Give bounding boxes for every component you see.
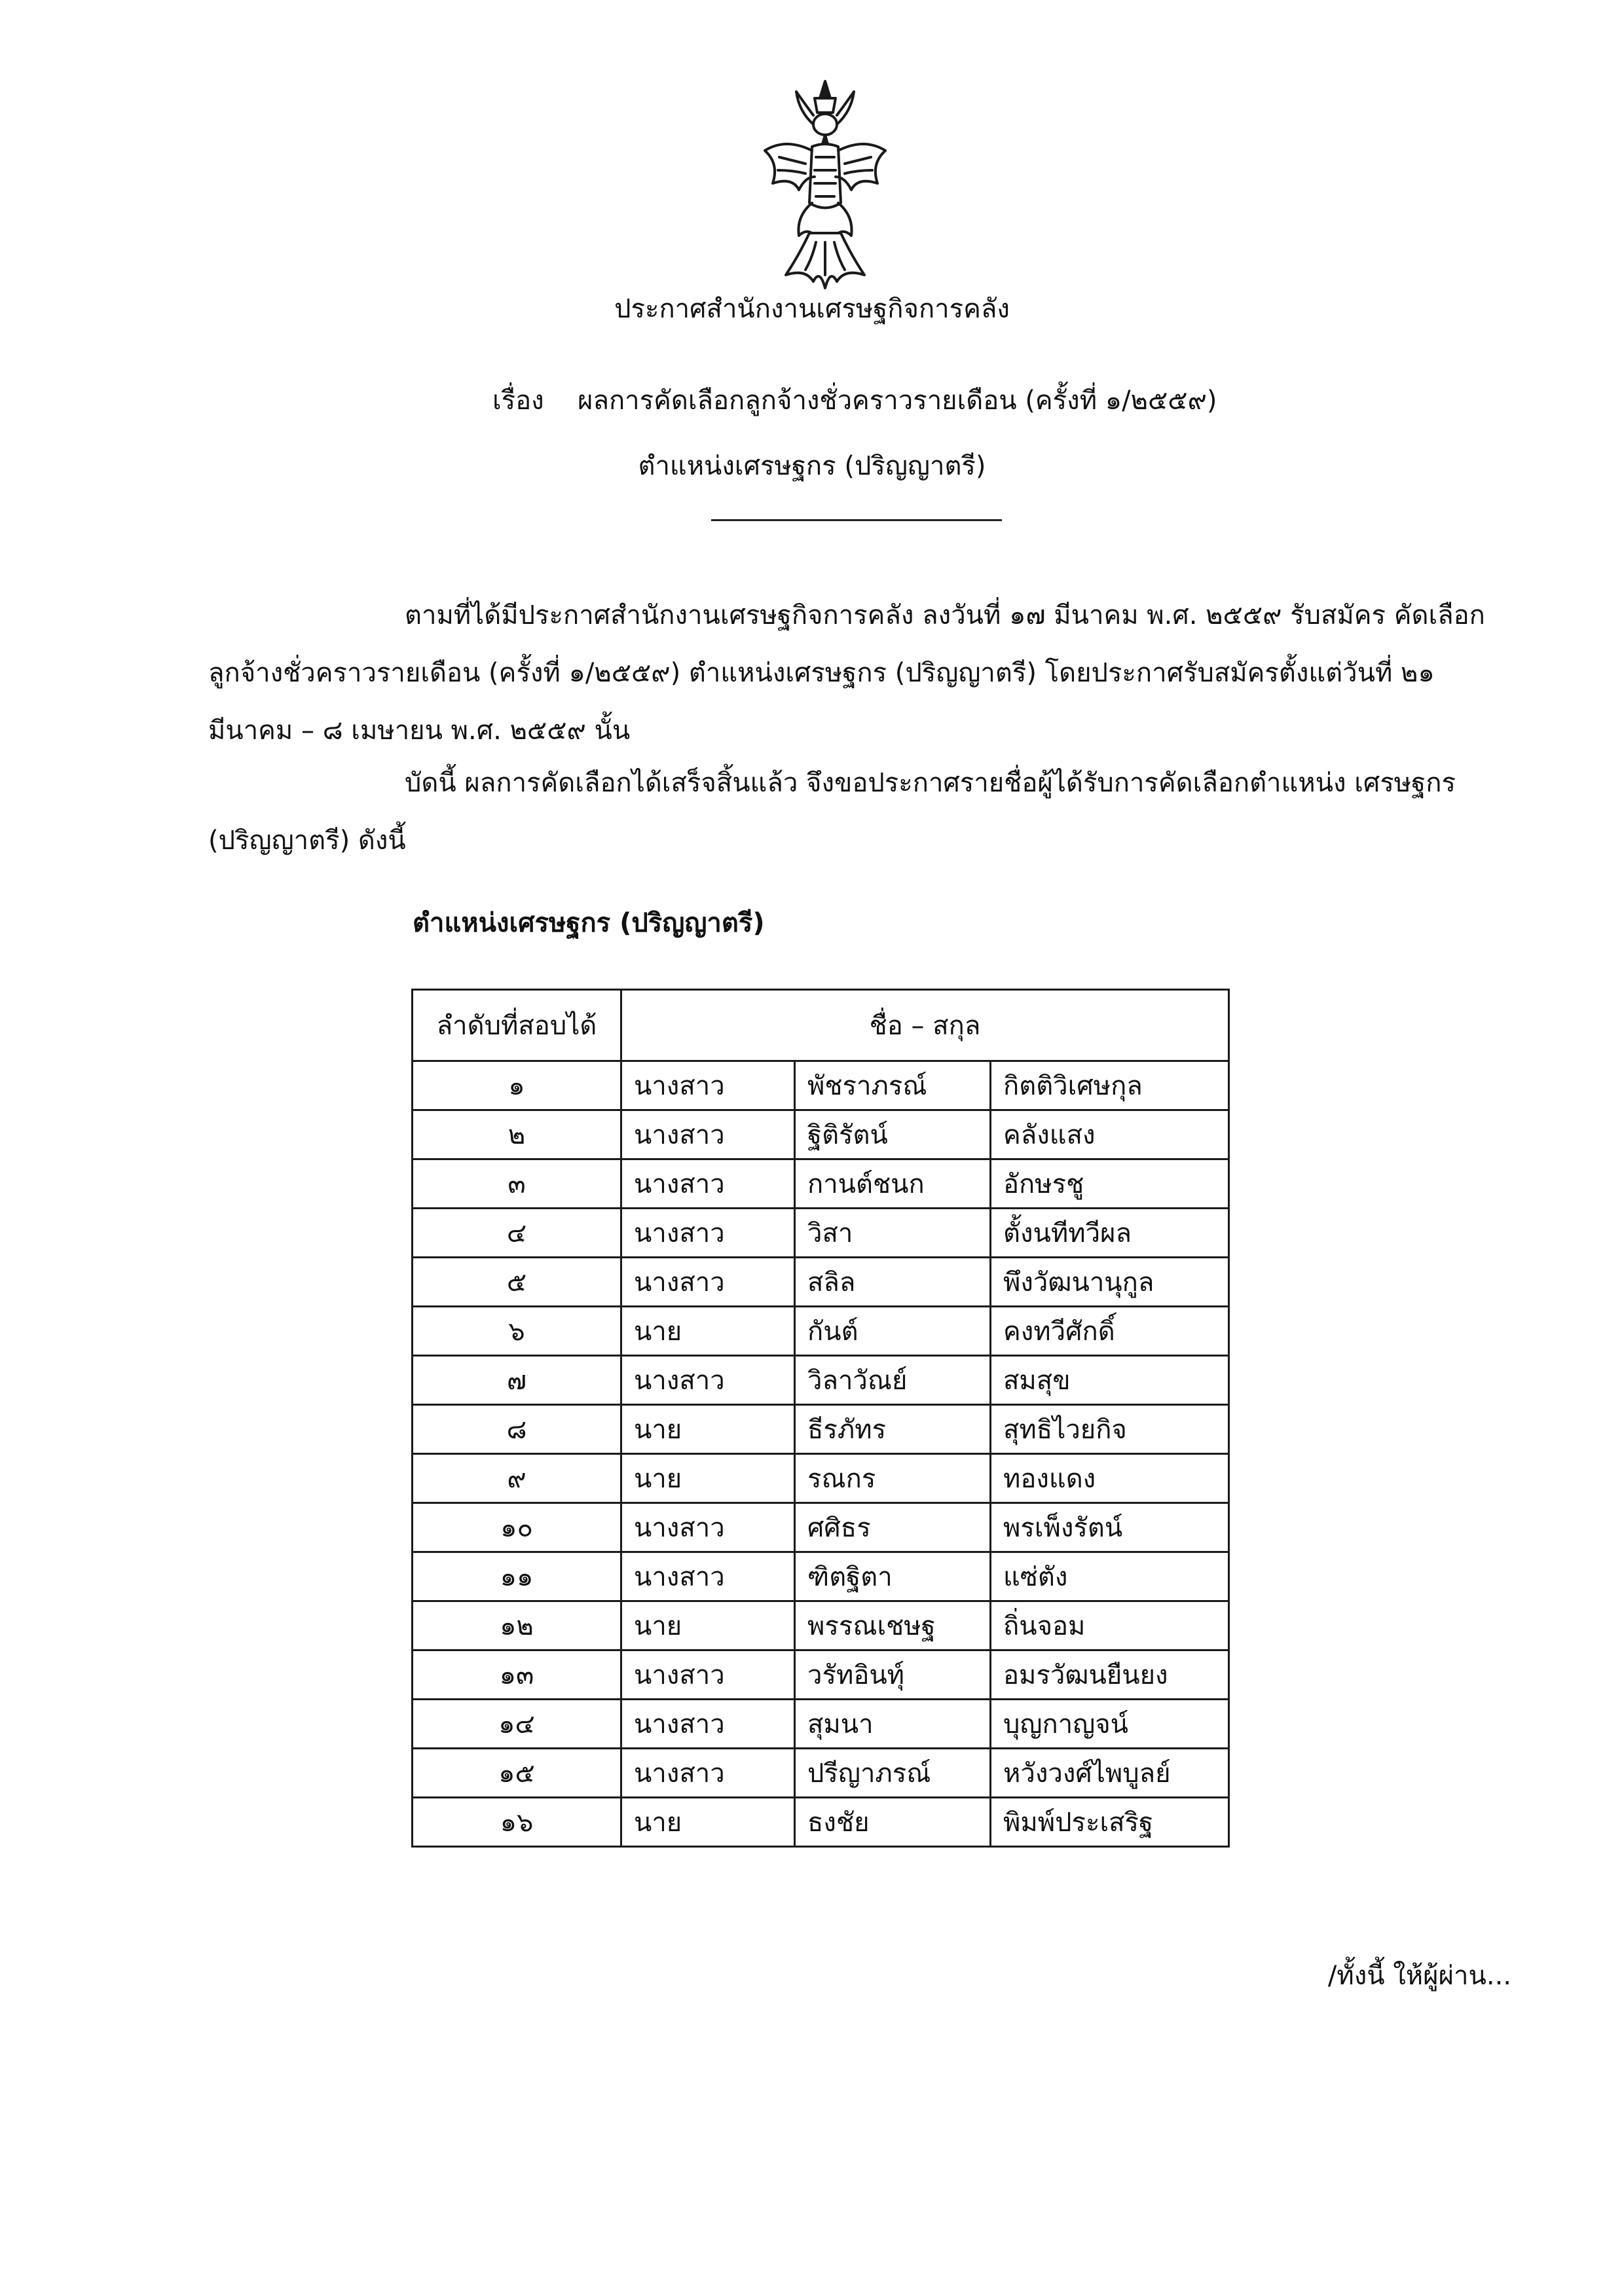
last-name-cell: หวังวงศ์ไพบูลย์ [991,1749,1229,1798]
title-cell: นางสาว [621,1749,795,1798]
rank-cell: ๗ [413,1356,621,1405]
position-title: ตำแหน่งเศรษฐกร (ปริญญาตรี) [638,451,986,481]
table-row [413,1552,1229,1601]
first-name-cell: วรัทอินทุ์ [795,1650,991,1700]
first-name-cell: รณกร [795,1454,991,1503]
first-name-cell: สลิล [795,1258,991,1307]
first-name-cell: วิลาวัณย์ [795,1356,991,1405]
first-name-cell: สุมนา [795,1700,991,1749]
paragraph-announcement [208,587,1511,759]
title-cell: นางสาว [621,1503,795,1552]
rank-cell: ๔ [413,1209,621,1258]
table-row [413,1356,1229,1405]
title-cell: นางสาว [621,1159,795,1209]
title-cell: นางสาว [621,1356,795,1405]
garuda-emblem-icon [760,79,891,295]
last-name-cell: สุทธิไวยกิจ [991,1405,1229,1454]
table-row [413,1209,1229,1258]
table-row [413,1258,1229,1307]
rank-cell: ๑๑ [413,1552,621,1601]
name-header: ชื่อ – สกุล [621,990,1229,1061]
table-row [413,1307,1229,1356]
last-name-cell: อักษรชู [991,1159,1229,1209]
table-row [413,1749,1229,1798]
rank-cell: ๑๓ [413,1650,621,1700]
title-cell: นาย [621,1454,795,1503]
title-cell: นางสาว [621,1700,795,1749]
first-name-cell: กันต์ [795,1307,991,1356]
subject-text: ผลการคัดเลือกลูกจ้างชั่วคราวรายเดือน (ครั้งที่ ๑/๒๕๕๙) [578,386,1217,416]
rank-cell: ๙ [413,1454,621,1503]
results-table [411,989,1230,1848]
table-row [413,1700,1229,1749]
header-divider [711,519,1002,521]
subject-label: เรื่อง [492,386,544,416]
first-name-cell: ฑิตฐิตา [795,1552,991,1601]
title-cell: นางสาว [621,1650,795,1700]
issuer-title: ประกาศสำนักงานเศรษฐกิจการคลัง [614,294,1010,324]
paragraph-announcement-text: ตามที่ได้มีประกาศสำนักงานเศรษฐกิจการคลัง ลงวันที่ ๑๗ มีนาคม พ.ศ. ๒๕๕๙ รับสมัคร คัดเลือกลูกจ้างชั่วคราวรายเดือน (ครั้งที่ ๑/๒๕๕๙) ตำแหน่งเศรษฐกร (ปริญญาตรี) โดยประกาศรับสมัครตั้งแต่วันที่ ๒๑ มีนาคม – ๘ เมษายน พ.ศ. ๒๕๕๙ นั้น [208,600,1485,746]
section-title: ตำแหน่งเศรษฐกร (ปริญญาตรี) [413,908,765,938]
rank-cell: ๖ [413,1307,621,1356]
first-name-cell: ธีรภัทร [795,1405,991,1454]
rank-cell: ๘ [413,1405,621,1454]
title-cell: นาย [621,1798,795,1847]
results-body [413,1061,1229,1847]
last-name-cell: กิตติวิเศษกุล [991,1061,1229,1110]
continuation-note: /ทั้งนี้ ให้ผู้ผ่าน... [1327,1961,1511,1991]
title-cell: นางสาว [621,1061,795,1110]
first-name-cell: พรรณเชษฐ [795,1601,991,1650]
rank-cell: ๑๖ [413,1798,621,1847]
last-name-cell: พรเพ็งรัตน์ [991,1503,1229,1552]
subject-line [492,382,1217,419]
title-cell: นาย [621,1405,795,1454]
table-row [413,1601,1229,1650]
first-name-cell: ปรีญาภรณ์ [795,1749,991,1798]
rank-cell: ๓ [413,1159,621,1209]
last-name-cell: ตั้งนทีทวีผล [991,1209,1229,1258]
table-row [413,1110,1229,1159]
rank-cell: ๑ [413,1061,621,1110]
table-row [413,1650,1229,1700]
table-row [413,1798,1229,1847]
rank-header: ลำดับที่สอบได้ [413,990,621,1061]
paragraph-result [208,754,1511,869]
last-name-cell: พิมพ์ประเสริฐ [991,1798,1229,1847]
first-name-cell: วิสา [795,1209,991,1258]
rank-cell: ๒ [413,1110,621,1159]
title-cell: นางสาว [621,1258,795,1307]
last-name-cell: ทองแดง [991,1454,1229,1503]
table-row [413,1454,1229,1503]
last-name-cell: คลังแสง [991,1110,1229,1159]
first-name-cell: ศศิธร [795,1503,991,1552]
last-name-cell: คงทวีศักดิ์ [991,1307,1229,1356]
title-cell: นางสาว [621,1110,795,1159]
table-row [413,1061,1229,1110]
table-header-row [413,990,1229,1061]
rank-cell: ๑๔ [413,1700,621,1749]
table-row [413,1405,1229,1454]
last-name-cell: สมสุข [991,1356,1229,1405]
rank-cell: ๑๕ [413,1749,621,1798]
table-row [413,1159,1229,1209]
last-name-cell: ถิ่นจอม [991,1601,1229,1650]
last-name-cell: บุญกาญจน์ [991,1700,1229,1749]
rank-cell: ๑๐ [413,1503,621,1552]
rank-cell: ๕ [413,1258,621,1307]
title-cell: นาย [621,1601,795,1650]
rank-cell: ๑๒ [413,1601,621,1650]
title-cell: นางสาว [621,1552,795,1601]
title-cell: นาย [621,1307,795,1356]
first-name-cell: กานต์ชนก [795,1159,991,1209]
last-name-cell: อมรวัฒนยืนยง [991,1650,1229,1700]
first-name-cell: ธงชัย [795,1798,991,1847]
last-name-cell: พึงวัฒนานุกูล [991,1258,1229,1307]
first-name-cell: พัชราภรณ์ [795,1061,991,1110]
last-name-cell: แซ่ตัง [991,1552,1229,1601]
table-row [413,1503,1229,1552]
title-cell: นางสาว [621,1209,795,1258]
first-name-cell: ฐิติรัตน์ [795,1110,991,1159]
paragraph-result-text: บัดนี้ ผลการคัดเลือกได้เสร็จสิ้นแล้ว จึงขอประกาศรายชื่อผู้ได้รับการคัดเลือกตำแหน่ง เศรษฐกร (ปริญญาตรี) ดังนี้ [208,768,1456,856]
